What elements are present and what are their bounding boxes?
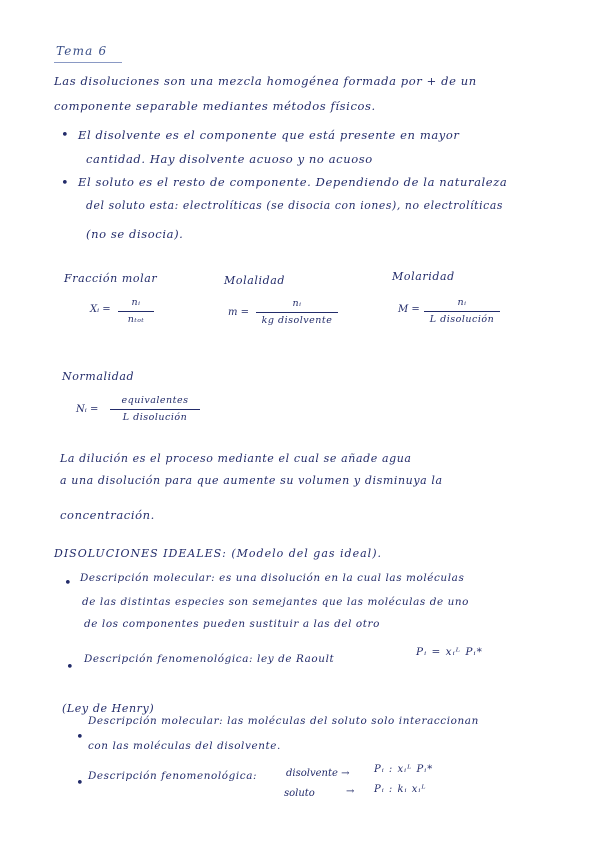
- henry-soluto-arrow: →: [346, 786, 355, 797]
- henry-soluto: soluto: [284, 788, 315, 799]
- dilucion-line-3: concentración.: [60, 508, 155, 522]
- fraction-bar: [256, 312, 338, 313]
- page-title: Tema 6: [56, 44, 108, 58]
- ideales-b1-line-3: de los componentes pueden sustituir a las del otro: [84, 618, 380, 630]
- henry-b1-line-2: con las moléculas del disolvente.: [88, 740, 281, 752]
- henry-b2: Descripción fenomenológica:: [88, 770, 258, 782]
- fraccion-lhs: Xᵢ =: [90, 304, 111, 315]
- normalidad-label: Normalidad: [62, 370, 135, 383]
- molalidad-numerator: nᵢ: [292, 298, 302, 309]
- fraction-bar: [118, 311, 154, 312]
- fraction-bar: [424, 311, 500, 312]
- molalidad-label: Molalidad: [224, 274, 286, 287]
- molalidad-fraction: [256, 297, 338, 328]
- molaridad-label: Molaridad: [392, 270, 455, 283]
- raoult-formula: Pᵢ = xᵢᴸ Pᵢ*: [416, 646, 483, 658]
- henry-disolvente-formula: Pᵢ : xᵢᴸ Pᵢ*: [374, 764, 434, 775]
- molalidad-denominator: kg disolvente: [261, 315, 333, 326]
- henry-soluto-formula: Pᵢ : kᵢ xᵢᴸ: [374, 784, 427, 795]
- fraction-bar: [110, 409, 200, 410]
- fraccion-fraction: [118, 296, 154, 327]
- bullet-1-line-1: El disolvente es el componente que está presente en mayor: [78, 128, 460, 142]
- molaridad-fraction: [424, 296, 500, 327]
- ideales-b1-line-1: Descripción molecular: es una disolución en la cual las moléculas: [80, 572, 465, 584]
- dilucion-line-1: La dilución es el proceso mediante el cual se añade agua: [60, 452, 412, 465]
- bullet-dot: •: [61, 128, 69, 143]
- dilucion-line-2: a una disolución para que aumente su volumen y disminuya la: [60, 474, 443, 487]
- molaridad-lhs: M =: [398, 304, 420, 315]
- title-underline: [54, 62, 122, 63]
- normalidad-denominator: L disolución: [122, 412, 188, 423]
- normalidad-numerator: equivalentes: [121, 395, 189, 406]
- fraccion-molar-label: Fracción molar: [64, 272, 158, 285]
- henry-b1-line-1: Descripción molecular: las moléculas del soluto solo interaccionan: [88, 715, 479, 727]
- henry-disolvente: disolvente →: [286, 768, 350, 779]
- normalidad-lhs: Nᵢ =: [76, 404, 99, 415]
- ideales-b1-line-2: de las distintas especies son semejantes que las moléculas de uno: [82, 596, 470, 608]
- bullet-2-line-2: del soluto esta: electrolíticas (se disocia con iones), no electrolíticas: [86, 199, 503, 212]
- bullet-2-line-1: El soluto es el resto de componente. Dependiendo de la naturaleza: [78, 175, 508, 189]
- intro-line-2: componente separable mediantes métodos físicos.: [54, 99, 376, 113]
- bullet-dot: •: [76, 776, 84, 791]
- normalidad-fraction: [110, 394, 200, 425]
- ideales-heading: DISOLUCIONES IDEALES: (Modelo del gas ideal).: [54, 547, 382, 560]
- ideales-b2: Descripción fenomenológica: ley de Raoult: [84, 653, 335, 665]
- molalidad-lhs: m =: [228, 307, 250, 318]
- fraccion-denominator: nₜₒₜ: [127, 314, 145, 325]
- henry-heading: (Ley de Henry): [62, 702, 155, 715]
- intro-line-1: Las disoluciones son una mezcla homogénea formada por + de un: [54, 74, 477, 88]
- bullet-dot: •: [61, 176, 69, 191]
- bullet-dot: •: [76, 730, 84, 745]
- bullet-1-line-2: cantidad. Hay disolvente acuoso y no acuoso: [86, 152, 373, 166]
- bullet-dot: •: [64, 576, 72, 591]
- molaridad-denominator: L disolución: [429, 314, 495, 325]
- fraccion-numerator: nᵢ: [131, 297, 141, 308]
- molaridad-numerator: nᵢ: [457, 297, 467, 308]
- bullet-2-line-3: (no se disocia).: [86, 227, 184, 241]
- bullet-dot: •: [66, 660, 74, 675]
